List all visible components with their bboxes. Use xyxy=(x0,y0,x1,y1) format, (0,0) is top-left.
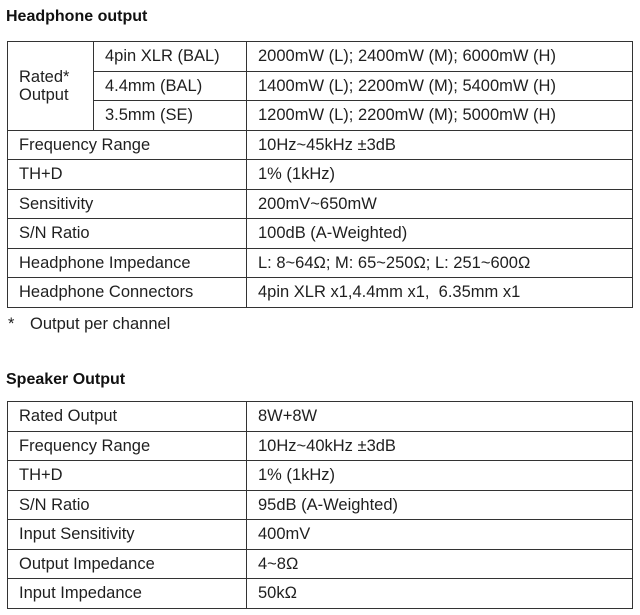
spec-label: Rated Output xyxy=(8,402,247,432)
spec-value: 10Hz~40kHz ±3dB xyxy=(247,431,633,461)
connector-label: 4.4mm (BAL) xyxy=(94,71,247,101)
spec-label: Output Impedance xyxy=(8,549,247,579)
footnote-mark: * xyxy=(8,315,15,333)
footnote xyxy=(8,315,170,334)
spec-label: TH+D xyxy=(8,160,247,190)
connector-label: 3.5mm (SE) xyxy=(94,101,247,131)
spec-label: Frequency Range xyxy=(8,431,247,461)
table-row xyxy=(8,402,633,432)
spec-value: 100dB (A-Weighted) xyxy=(247,219,633,249)
spec-label: Input Sensitivity xyxy=(8,520,247,550)
table-row xyxy=(8,520,633,550)
spec-label: S/N Ratio xyxy=(8,219,247,249)
spec-label: TH+D xyxy=(8,461,247,491)
spec-value: 1% (1kHz) xyxy=(247,461,633,491)
table-row xyxy=(8,549,633,579)
spec-value: 8W+8W xyxy=(247,402,633,432)
spec-label: Frequency Range xyxy=(8,130,247,160)
table-row xyxy=(8,189,633,219)
spec-label: Sensitivity xyxy=(8,189,247,219)
spec-value: 1% (1kHz) xyxy=(247,160,633,190)
spec-value: 1200mW (L); 2200mW (M); 5000mW (H) xyxy=(247,101,633,131)
table-row xyxy=(8,71,633,101)
table-row xyxy=(8,431,633,461)
table-row xyxy=(8,278,633,308)
spec-value: L: 8~64Ω; M: 65~250Ω; L: 251~600Ω xyxy=(247,248,633,278)
table-row xyxy=(8,248,633,278)
table-row xyxy=(8,130,633,160)
spec-label: Headphone Impedance xyxy=(8,248,247,278)
table-row xyxy=(8,219,633,249)
spec-label: Input Impedance xyxy=(8,579,247,609)
speaker-output-heading: Speaker Output xyxy=(6,371,126,388)
footnote-text: Output per channel xyxy=(30,315,171,333)
spec-value: 200mV~650mW xyxy=(247,189,633,219)
rated-output-label: Rated* Output xyxy=(8,42,94,131)
table-row xyxy=(8,101,633,131)
spec-value: 4~8Ω xyxy=(247,549,633,579)
headphone-output-heading: Headphone output xyxy=(6,8,148,25)
table-row xyxy=(8,490,633,520)
headphone-spec-table xyxy=(7,41,633,308)
spec-value: 4pin XLR x1,4.4mm x1, 6.35mm x1 xyxy=(247,278,633,308)
spec-label: S/N Ratio xyxy=(8,490,247,520)
spec-value: 400mV xyxy=(247,520,633,550)
table-row xyxy=(8,160,633,190)
table-row xyxy=(8,461,633,491)
connector-label: 4pin XLR (BAL) xyxy=(94,42,247,72)
spec-value: 2000mW (L); 2400mW (M); 6000mW (H) xyxy=(247,42,633,72)
spec-value: 1400mW (L); 2200mW (M); 5400mW (H) xyxy=(247,71,633,101)
speaker-spec-table xyxy=(7,401,633,609)
table-row xyxy=(8,42,633,72)
spec-value: 95dB (A-Weighted) xyxy=(247,490,633,520)
spec-label: Headphone Connectors xyxy=(8,278,247,308)
spec-value: 50kΩ xyxy=(247,579,633,609)
table-row xyxy=(8,579,633,609)
spec-value: 10Hz~45kHz ±3dB xyxy=(247,130,633,160)
